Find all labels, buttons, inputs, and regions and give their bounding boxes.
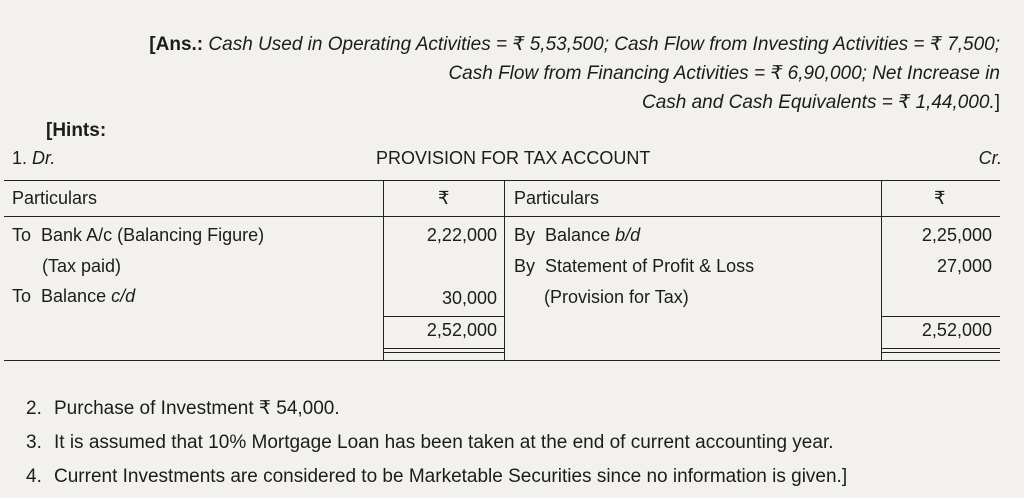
credit-row-2-prefix: By [514,256,536,276]
debit-total-double-rule [383,352,504,353]
debit-total: 2,52,000 [426,320,497,340]
note-number: 2. [26,398,42,419]
note-number: 3. [26,432,42,453]
answer-block [60,30,1000,117]
answer-line-3 [60,88,1000,117]
hints-label: [Hints: [46,120,107,141]
answer-line-1 [60,30,1000,59]
credit-row-1 [514,225,640,246]
debit-row-1 [12,225,264,246]
debit-marker [12,148,55,169]
note-item [26,426,847,460]
account-heading [12,148,1002,174]
ledger-table [4,180,1000,364]
top-rule [4,180,1000,181]
answer-text-1: Cash Used in Operating Activities = ₹ 5,53,500; Cash Flow from Investing Activities = ₹ 7,500; [208,34,1000,55]
debit-row-3-text: Balance [41,286,107,306]
credit-row-1-italic: b/d [615,225,641,245]
center-divider [504,180,505,360]
dr-label: Dr. [32,148,56,168]
credit-row-1-prefix: By [514,225,536,245]
header-particulars-left: Particulars [12,188,98,208]
bottom-rule [4,360,1000,361]
credit-total-top-rule [881,316,1000,317]
debit-row-1-amount: 2,22,000 [426,225,497,245]
debit-total-top-rule [383,316,504,317]
answer-close-bracket: ] [994,92,1000,113]
answer-line-2: Cash Flow from Financing Activities = ₹ 6,90,000; Net Increase in [448,63,1000,84]
note-item [26,392,847,426]
note-text: It is assumed that 10% Mortgage Loan has been taken at the end of current accounting year. [54,432,834,453]
credit-row-2-amount: 27,000 [936,256,992,276]
note-number: 4. [26,466,42,487]
credit-row-3-text: (Provision for Tax) [544,287,689,307]
debit-row-2-text: (Tax paid) [42,256,122,276]
credit-total-bottom-rule [881,348,1000,349]
credit-row-1-text: Balance [545,225,611,245]
header-amount-left: ₹ [438,188,450,208]
account-title: PROVISION FOR TAX ACCOUNT [376,148,651,168]
debit-row-1-text: Bank A/c (Balancing Figure) [41,225,265,245]
header-rule [4,216,1000,217]
credit-row-1-amount: 2,25,000 [921,225,992,245]
cr-label: Cr. [978,148,1002,168]
credit-total-double-rule [881,352,1000,353]
debit-total-bottom-rule [383,348,504,349]
debit-row-3-amount: 30,000 [441,288,497,308]
debit-row-1-prefix: To [12,225,32,245]
hint-notes [26,392,847,494]
debit-row-3-italic: c/d [111,286,136,306]
header-particulars-right: Particulars [514,188,600,208]
header-amount-right: ₹ [934,188,946,208]
note-item [26,460,847,494]
credit-row-2 [514,256,754,277]
answer-label: [Ans.: [149,34,204,55]
debit-row-3 [12,286,135,307]
answer-text-3: Cash and Cash Equivalents = ₹ 1,44,000. [641,92,995,113]
hint-number: 1. [12,148,28,168]
note-text: Current Investments are considered to be Marketable Securities since no information is given.] [54,466,848,487]
credit-row-2-text: Statement of Profit & Loss [545,256,755,276]
note-text: Purchase of Investment ₹ 54,000. [54,398,340,419]
credit-total: 2,52,000 [921,320,992,340]
debit-row-3-prefix: To [12,286,32,306]
